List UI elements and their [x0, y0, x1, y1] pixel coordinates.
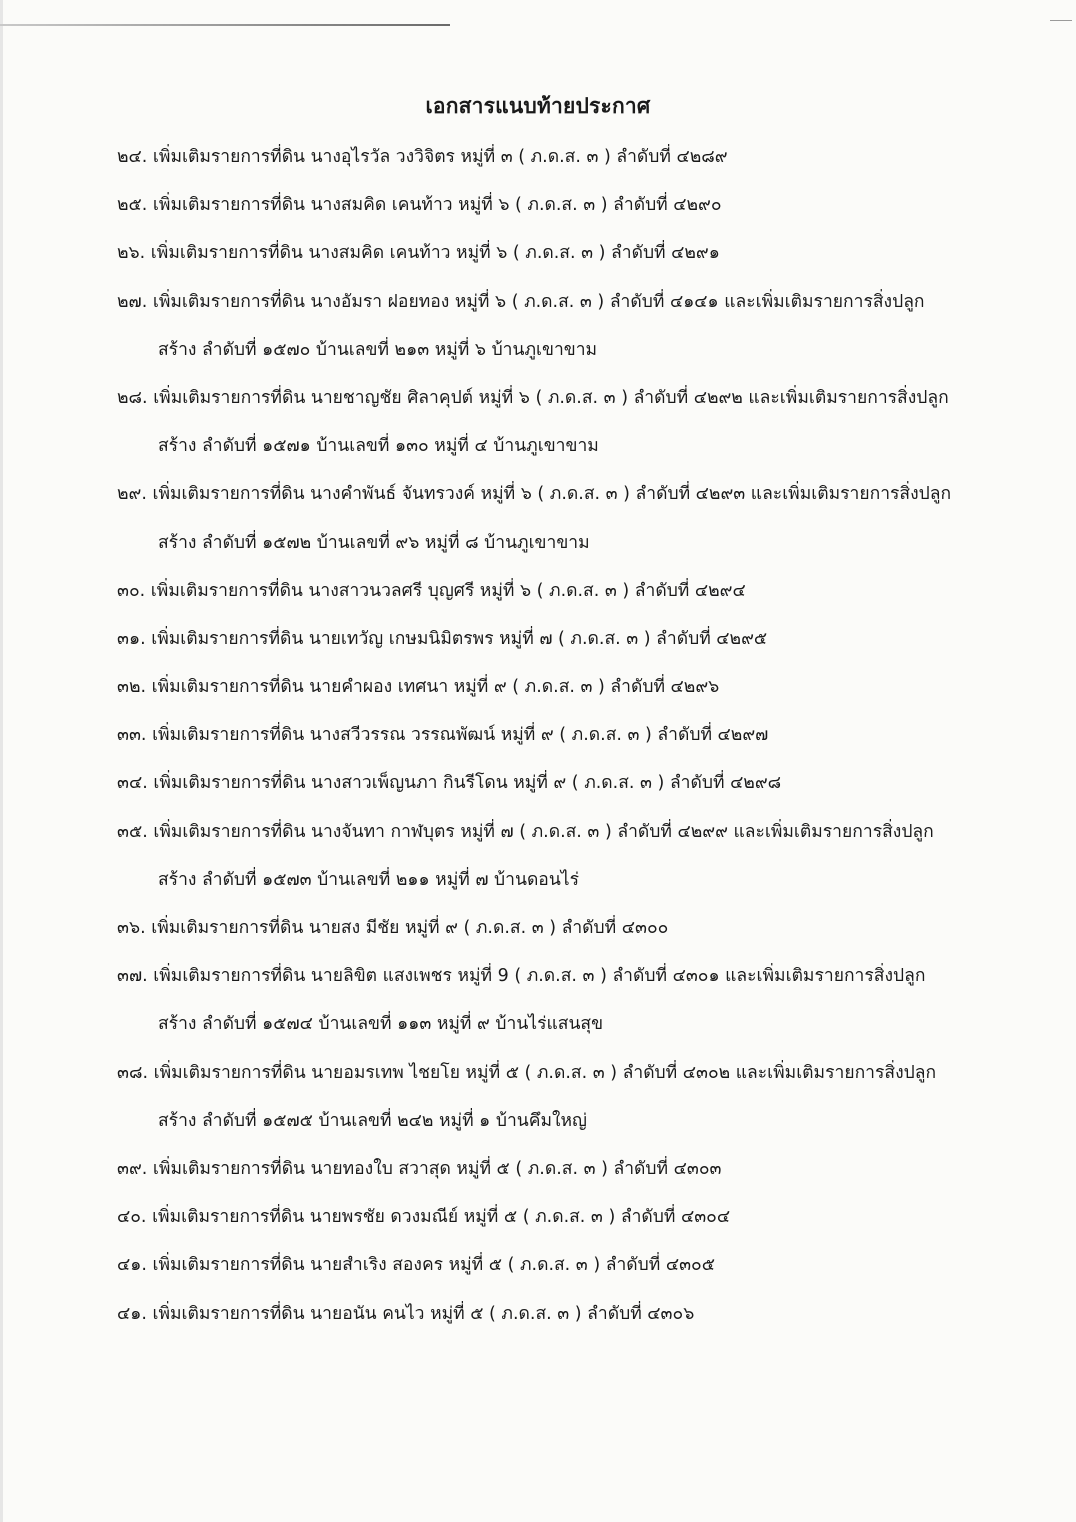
entry-line — [0, 1056, 1076, 1104]
entry-text: เพิ่มเติมรายการที่ดิน นางอัมรา ฝอยทอง หมู่ที่ ๖ ( ภ.ด.ส. ๓ ) ลำดับที่ ๔๑๔๑ และเพิ่มเติมรายการสิ่งปลูก — [152, 291, 925, 312]
entry-number: ๒๘. — [117, 387, 148, 408]
entry-line — [0, 574, 1076, 622]
entry-text: เพิ่มเติมรายการที่ดิน นายคำผอง เทศนา หมู่ที่ ๙ ( ภ.ด.ส. ๓ ) ลำดับที่ ๔๒๙๖ — [151, 677, 720, 698]
entry-line — [0, 622, 1076, 670]
entry-number: ๓๙. — [117, 1158, 148, 1179]
entry-text: เพิ่มเติมรายการที่ดิน นางสาวเพ็ญนภา กินรีโดน หมู่ที่ ๙ ( ภ.ด.ส. ๓ ) ลำดับที่ ๔๒๙๘ — [153, 773, 782, 794]
entry-text: สร้าง ลำดับที่ ๑๕๗๓ บ้านเลขที่ ๒๑๑ หมู่ที่ ๗ บ้านดอนไร่ — [158, 869, 579, 890]
entry-text: เพิ่มเติมรายการที่ดิน นางอุไรวัล วงวิจิตร หมู่ที่ ๓ ( ภ.ด.ส. ๓ ) ลำดับที่ ๔๒๘๙ — [152, 147, 728, 167]
entry-text: เพิ่มเติมรายการที่ดิน นายสำเริง สองคร หมู่ที่ ๕ ( ภ.ด.ส. ๓ ) ลำดับที่ ๔๓๐๕ — [152, 1255, 715, 1276]
entry-line — [0, 1152, 1076, 1200]
entry-number: ๔๑. — [117, 1255, 147, 1276]
entry-number: ๓๗. — [117, 966, 148, 987]
entry-number: ๒๗. — [117, 291, 148, 312]
entry-number: ๓๔. — [117, 773, 148, 794]
document-title: เอกสารแนบท้ายประกาศ — [425, 94, 651, 118]
entry-line — [0, 188, 1076, 236]
entry-line — [0, 766, 1076, 814]
entry-text: สร้าง ลำดับที่ ๑๕๗๔ บ้านเลขที่ ๑๑๓ หมู่ที่ ๙ บ้านไร่แสนสุข — [158, 1014, 604, 1035]
entry-text: เพิ่มเติมรายการที่ดิน นางสาวนวลศรี บุญศรี หมู่ที่ ๖ ( ภ.ด.ส. ๓ ) ลำดับที่ ๔๒๙๔ — [150, 580, 746, 601]
entry-text: เพิ่มเติมรายการที่ดิน นายสง มีชัย หมู่ที่ ๙ ( ภ.ด.ส. ๓ ) ลำดับที่ ๔๓๐๐ — [151, 918, 669, 938]
entry-continuation-line — [0, 1104, 1076, 1152]
entry-text: สร้าง ลำดับที่ ๑๕๗๒ บ้านเลขที่ ๙๖ หมู่ที่ ๘ บ้านภูเขาขาม — [158, 532, 590, 553]
entry-line — [0, 140, 1076, 188]
entry-text: เพิ่มเติมรายการที่ดิน นางคำพันธ์ จันทรวงค์ หมู่ที่ ๖ ( ภ.ด.ส. ๓ ) ลำดับที่ ๔๒๙๓ และเพิ่มเติมรายการสิ่งปลูก — [152, 484, 952, 505]
entry-line — [0, 1297, 1076, 1345]
entry-text: สร้าง ลำดับที่ ๑๕๗๐ บ้านเลขที่ ๒๑๓ หมู่ที่ ๖ บ้านภูเขาขาม — [158, 339, 598, 360]
entry-text: เพิ่มเติมรายการที่ดิน นายเทวัญ เกษมนิมิตรพร หมู่ที่ ๗ ( ภ.ด.ส. ๓ ) ลำดับที่ ๔๒๙๕ — [151, 628, 768, 649]
entry-line — [0, 1248, 1076, 1296]
entry-text: เพิ่มเติมรายการที่ดิน นายชาญชัย ศิลาคุปต์ หมู่ที่ ๖ ( ภ.ด.ส. ๓ ) ลำดับที่ ๔๒๙๒ และเพิ่มเติมรายการสิ่งปลูก — [153, 387, 949, 408]
entry-text: เพิ่มเติมรายการที่ดิน นายอมรเทพ ไชยโย หมู่ที่ ๕ ( ภ.ด.ส. ๓ ) ลำดับที่ ๔๓๐๒ และเพิ่มเติมรายการสิ่งปลูก — [153, 1062, 937, 1083]
entry-line — [0, 285, 1076, 333]
entry-number: ๔๐. — [117, 1207, 147, 1228]
entry-text: เพิ่มเติมรายการที่ดิน นายลิขิต แสงเพชร หมู่ที่ 9 ( ภ.ด.ส. ๓ ) ลำดับที่ ๔๓๐๑ และเพิ่มเติมรายการสิ่งปลูก — [153, 966, 926, 987]
top-rule-mark — [1050, 20, 1072, 21]
entry-continuation-line — [0, 863, 1076, 911]
entry-text: เพิ่มเติมรายการที่ดิน นางสมคิด เคนท้าว หมู่ที่ ๖ ( ภ.ด.ส. ๓ ) ลำดับที่ ๔๒๙๑ — [150, 243, 720, 264]
entry-number: ๒๖. — [117, 243, 146, 264]
entry-line — [0, 718, 1076, 766]
entry-line — [0, 670, 1076, 718]
entry-continuation-line — [0, 333, 1076, 381]
entry-number: ๒๔. — [117, 147, 148, 167]
entry-line — [0, 815, 1076, 863]
entry-line — [0, 477, 1076, 525]
entry-number: ๓๕. — [117, 821, 148, 842]
entry-text: สร้าง ลำดับที่ ๑๕๗๕ บ้านเลขที่ ๒๔๒ หมู่ที่ ๑ บ้านคึมใหญ่ — [158, 1110, 587, 1131]
entry-text: เพิ่มเติมรายการที่ดิน นายอนัน คนไว หมู่ที่ ๕ ( ภ.ด.ส. ๓ ) ลำดับที่ ๔๓๐๖ — [152, 1303, 695, 1324]
entry-text: เพิ่มเติมรายการที่ดิน นายพรชัย ดวงมณีย์ หมู่ที่ ๕ ( ภ.ด.ส. ๓ ) ลำดับที่ ๔๓๐๔ — [152, 1207, 731, 1228]
entry-number: ๓๖. — [117, 918, 146, 938]
entry-continuation-line — [0, 429, 1076, 477]
entry-number: ๒๕. — [117, 195, 148, 216]
entry-number: ๓๘. — [117, 1062, 149, 1083]
entry-continuation-line — [0, 1007, 1076, 1055]
entry-line — [0, 236, 1076, 284]
entry-text: เพิ่มเติมรายการที่ดิน นางสวีวรรณ วรรณพัฒน์ หมู่ที่ ๙ ( ภ.ด.ส. ๓ ) ลำดับที่ ๔๒๙๗ — [152, 725, 769, 746]
entry-number: ๒๙. — [117, 484, 147, 505]
top-rule-line — [0, 24, 450, 26]
entry-number: ๔๑. — [117, 1303, 147, 1324]
entry-line — [0, 1200, 1076, 1248]
entry-text: สร้าง ลำดับที่ ๑๕๗๑ บ้านเลขที่ ๑๓๐ หมู่ที่ ๔ บ้านภูเขาขาม — [158, 436, 599, 457]
entry-number: ๓๑. — [117, 628, 146, 649]
entry-number: ๓๓. — [117, 725, 147, 746]
entry-text: เพิ่มเติมรายการที่ดิน นายทองใบ สวาสุด หมู่ที่ ๕ ( ภ.ด.ส. ๓ ) ลำดับที่ ๔๓๐๓ — [152, 1158, 722, 1179]
entry-list — [0, 140, 1076, 1345]
entry-line — [0, 381, 1076, 429]
entry-continuation-line — [0, 526, 1076, 574]
entry-line — [0, 959, 1076, 1007]
entry-text: เพิ่มเติมรายการที่ดิน นางสมคิด เคนท้าว หมู่ที่ ๖ ( ภ.ด.ส. ๓ ) ลำดับที่ ๔๒๙๐ — [152, 195, 722, 216]
entry-number: ๓๒. — [117, 677, 147, 698]
entry-text: เพิ่มเติมรายการที่ดิน นางจันทา กาฬบุตร หมู่ที่ ๗ ( ภ.ด.ส. ๓ ) ลำดับที่ ๔๒๙๙ และเพิ่มเติมรายการสิ่งปลูก — [153, 821, 934, 842]
entry-number: ๓๐. — [117, 580, 146, 601]
entry-line — [0, 911, 1076, 959]
